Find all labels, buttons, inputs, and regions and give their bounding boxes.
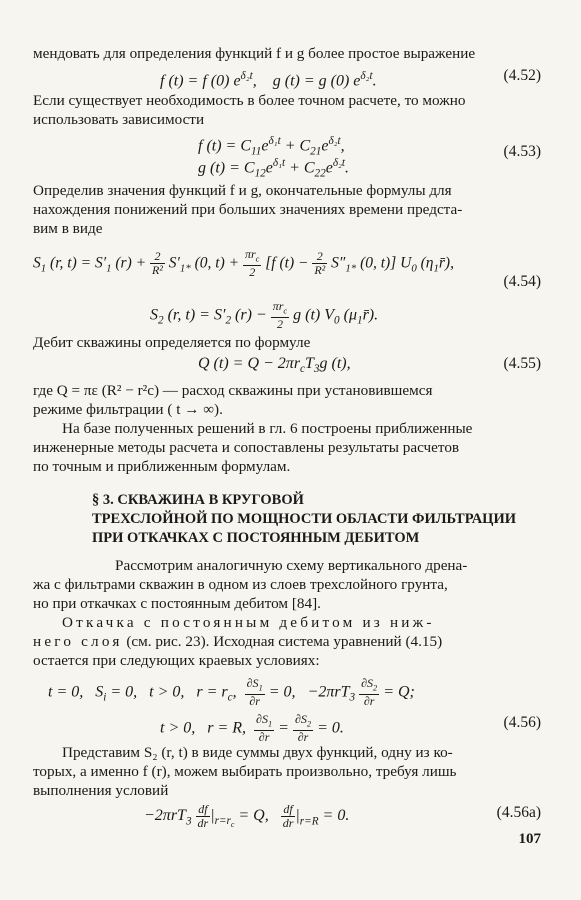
text-line: На базе полученных решений в гл. 6 построены приближенные: [62, 420, 473, 437]
formula-4-56a: t = 0, $S_i = 0$, t > 0, $r = r_c$, $\frac{\partial S_1}{\partial r}$ = 0, −2πrT$_3$ $\frac{\partial S_2}{\partial r}$ = Q;: [48, 676, 415, 709]
formula-4-54a: $S_1$ (r, $t) = S'_1$ (r) + $\frac{2}{\text{R²}}$ $S'_{1*}$ (0, t) + $\frac{\pi r_c}{2}$ [f (t) − $\frac{2}{\text{R²}}$ $S''_{1*}$ (0, t)] $U_0$ $(\eta_1r̄)$,: [33, 247, 454, 280]
section-heading-line: § 3. СКВАЖИНА В КРУГОВОЙ: [92, 492, 304, 508]
text-line-spaced: Откачка с постоянным дебитом из ниж-: [62, 614, 435, 631]
text-line: торых, а именно f (r), можем выбирать произвольно, требуя лишь: [33, 763, 457, 780]
equation-number: (4.53): [503, 143, 541, 160]
formula-4-55: Q $(t) = Q - 2\pi r_cT_3g$ (t),: [198, 355, 351, 376]
text-line: мендовать для определения функций f и g более простое выражение: [33, 45, 476, 62]
text-line: Представим S₂ (r, t) в виде суммы двух функций, одну из ко-: [62, 744, 453, 761]
text-line: использовать зависимости: [33, 111, 205, 128]
text-line: Если существует необходимость в более точном расчете, то можно: [33, 92, 466, 109]
equation-number: (4.56): [503, 714, 541, 731]
text-line: выполнения условий: [33, 782, 169, 799]
section-heading-line: ПРИ ОТКАЧКАХ С ПОСТОЯННЫМ ДЕБИТОМ: [92, 530, 420, 546]
text-line: жа с фильтрами скважин в одном из слоев трехслойного грунта,: [33, 576, 448, 593]
equation-number: (4.56a): [496, 804, 541, 821]
text-line: Определив значения функций f и g, окончательные формулы для: [33, 182, 452, 199]
formula-4-56b: t > 0, r = R, $\frac{\partial S_1}{\partial r}$ = $\frac{\partial S_2}{\partial r}$ = 0.: [160, 712, 344, 745]
equation-number: (4.54): [503, 273, 541, 290]
text-line: инженерные методы расчета и сопоставлены результаты расчетов: [33, 439, 460, 456]
formula-4-52: f (t) = f (0) $e^{\delta_2t}$, g (t) = g (0) $e^{\delta_2t}$.: [160, 70, 377, 90]
text-line: режиме фильтрации ( t → ∞).: [33, 401, 223, 418]
formula-4-53b: g $(t) = C_{12}e^{\delta_1t} + C_{22}e^{\delta_2t}$.: [198, 157, 350, 180]
section-heading-line: ТРЕХСЛОЙНОЙ ПО МОЩНОСТИ ОБЛАСТИ ФИЛЬТРАЦИИ: [92, 511, 517, 527]
formula-4-56a-bc: −2πrT$_3$ $\frac{df}{dr}$ $|_{r=r_c} = Q$, $\frac{df}{dr}$ $|_{r=R} = 0$.: [144, 802, 350, 830]
text-line: но при откачках с постоянным дебитом [84].: [33, 595, 321, 612]
text-fragment: (см. рис. 23). Исходная система уравнений (4.15): [122, 633, 443, 650]
text-line: Дебит скважины определяется по формуле: [33, 334, 311, 351]
text-line: где Q = πε (R² − r²c) — расход скважины при установившемся: [33, 382, 433, 399]
page-number: 107: [518, 831, 541, 847]
text-line: [33, 632, 541, 651]
formula-4-53a: f $(t) = C_{11}e^{\delta_1t} + C_{21}e^{\delta_2t}$,: [198, 135, 345, 158]
text-line: Рассмотрим аналогичную схему вертикального дрена-: [115, 557, 468, 574]
text-line: по точным и приближенным формулам.: [33, 458, 291, 475]
text-line: остается при следующих краевых условиях:: [33, 652, 320, 669]
formula-4-54b: $S_2$ (r, $t) = S'_2$ (r) − $\frac{\pi r_c}{2}$ g (t) $V_0$ $(\mu_1r̄)$.: [150, 299, 379, 332]
spaced-emphasis: него слоя: [33, 633, 123, 650]
equation-number: (4.52): [503, 67, 541, 84]
text-line: нахождения понижений при больших значениях времени предста-: [33, 201, 463, 218]
equation-number: (4.55): [503, 355, 541, 372]
text-line: вим в виде: [33, 220, 103, 237]
